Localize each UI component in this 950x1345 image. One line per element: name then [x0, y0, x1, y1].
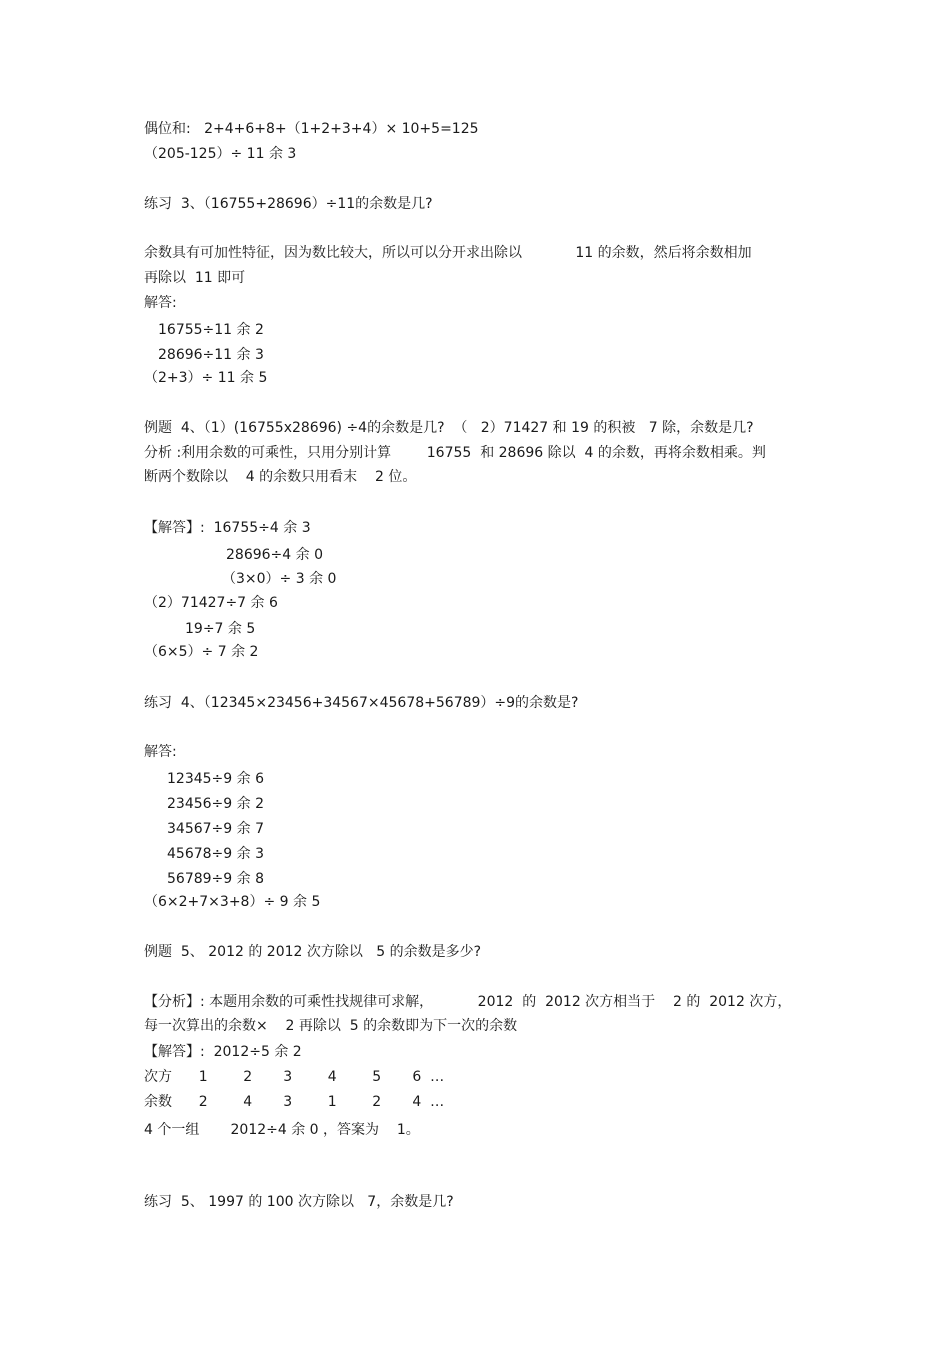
- text-line: 23456÷9 余 2: [167, 796, 264, 812]
- exercise-heading: 练习 5、 1997 的 100 次方除以 7，余数是几?: [144, 1194, 454, 1210]
- text-line: （6×2+7×3+8）÷ 9 余 5: [144, 894, 321, 910]
- text-line: （2）71427÷7 余 6: [144, 595, 278, 611]
- text-line: 28696÷4 余 0: [226, 547, 323, 563]
- remainder-row: 余数 2 4 3 1 2 4 …: [144, 1094, 445, 1110]
- text-line: 【解答】: 2012÷5 余 2: [144, 1044, 302, 1060]
- text-line: 45678÷9 余 3: [167, 846, 264, 862]
- text-line: 4 个一组 2012÷4 余 0 ，答案为 1。: [144, 1122, 420, 1138]
- exercise-heading: 练习 3、（16755+28696）÷11的余数是几?: [144, 196, 433, 212]
- text-line: 分析 :利用余数的可乘性，只用分别计算 16755 和 28696 除以 4 的余数，再将余数相乘。判: [144, 445, 766, 461]
- text-line: 每一次算出的余数× 2 再除以 5 的余数即为下一次的余数: [144, 1018, 518, 1034]
- text-line: （205-125）÷ 11 余 3: [144, 146, 297, 162]
- text-line: 偶位和: 2+4+6+8+（1+2+3+4）× 10+5=125: [144, 121, 479, 137]
- text-line: 断两个数除以 4 的余数只用看末 2 位。: [144, 469, 417, 485]
- text-line: 【解答】: 16755÷4 余 3: [144, 520, 311, 536]
- text-line: 12345÷9 余 6: [167, 771, 264, 787]
- example-heading: 例题 4、（1）(16755x28696) ÷4的余数是几? （ 2）71427 和 19 的积被 7 除，余数是几?: [144, 420, 754, 436]
- text-line: 34567÷9 余 7: [167, 821, 264, 837]
- example-heading: 例题 5、 2012 的 2012 次方除以 5 的余数是多少?: [144, 944, 482, 960]
- text-line: 【分析】: 本题用余数的可乘性找规律可求解， 2012 的 2012 次方相当于 2 的 2012 次方，: [144, 994, 792, 1010]
- text-line: 19÷7 余 5: [185, 621, 256, 637]
- text-line: （2+3）÷ 11 余 5: [144, 370, 268, 386]
- answer-label: 解答:: [144, 295, 177, 311]
- text-line: （3×0）÷ 3 余 0: [222, 571, 337, 587]
- text-line: 再除以 11 即可: [144, 270, 246, 286]
- power-row: 次方 1 2 3 4 5 6 …: [144, 1069, 445, 1085]
- text-line: 56789÷9 余 8: [167, 871, 264, 887]
- exercise-heading: 练习 4、（12345×23456+34567×45678+56789）÷9的余数是?: [144, 695, 579, 711]
- text-line: 28696÷11 余 3: [158, 347, 264, 363]
- answer-label: 解答:: [144, 744, 177, 760]
- text-line: （6×5）÷ 7 余 2: [144, 644, 259, 660]
- text-line: 余数具有可加性特征，因为数比较大，所以可以分开求出除以 11 的余数，然后将余数相加: [144, 245, 752, 261]
- text-line: 16755÷11 余 2: [158, 322, 264, 338]
